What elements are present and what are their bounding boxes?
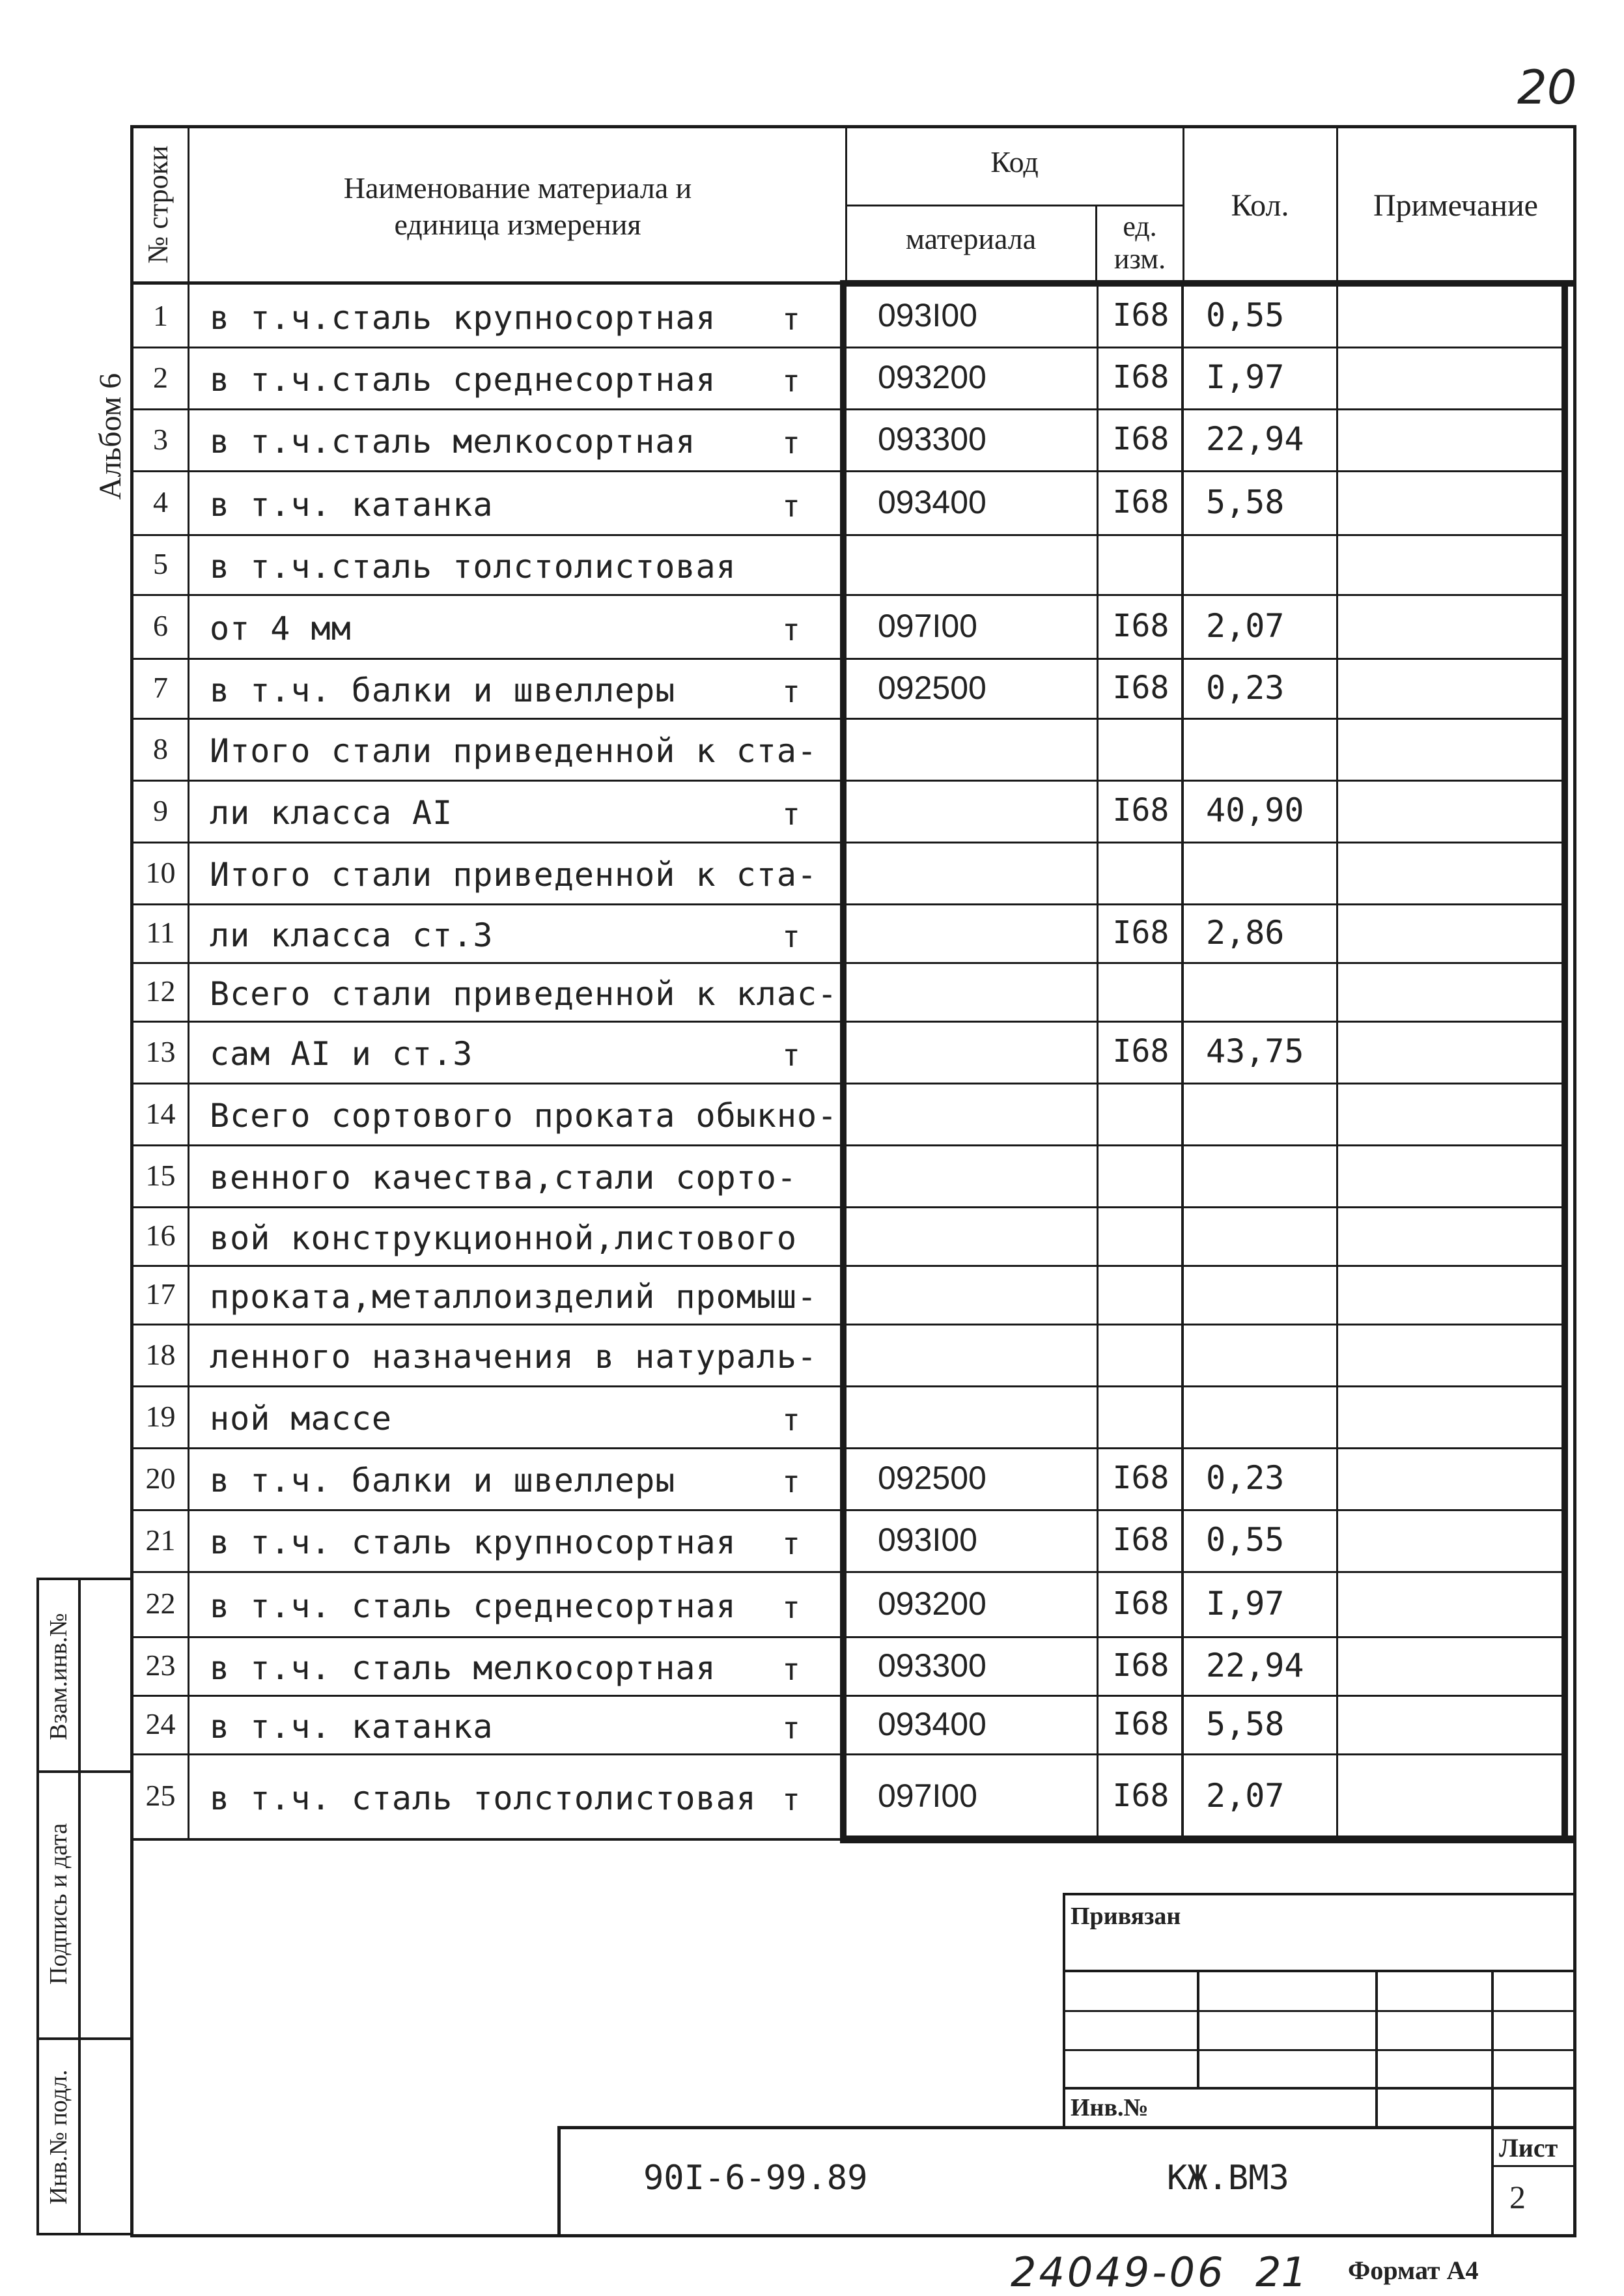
row-quantity: 2,07: [1206, 607, 1285, 645]
row-material-name: Итого стали приведенной к ста-: [210, 732, 818, 770]
row-number: 17: [145, 1277, 176, 1311]
row-material-name: в т.ч. катанка: [210, 486, 494, 524]
table-row: [0, 962, 1624, 1021]
row-number: 13: [145, 1035, 176, 1068]
row-quantity: 22,94: [1206, 420, 1304, 458]
album-label: Альбом 6: [93, 373, 128, 500]
stamp-inv-no: Инв.№: [1071, 2094, 1149, 2121]
row-material-name: ной массе: [210, 1400, 392, 1438]
table-row: [0, 1083, 1624, 1144]
row-unit-code: [1100, 1265, 1181, 1324]
footer-hand-number: 21: [1255, 2248, 1307, 2296]
row-unit-letter: т: [782, 302, 800, 337]
table-row: [0, 470, 1624, 534]
stamp-sheet-number: 2: [1509, 2179, 1526, 2215]
row-unit-code: [1100, 1083, 1181, 1144]
stamp-privyazan: Привязан: [1071, 1903, 1181, 1930]
header-note: Примечание: [1373, 188, 1538, 223]
row-unit-letter: т: [782, 1782, 800, 1817]
row-number: 5: [153, 547, 168, 580]
row-unit-code: [1100, 1324, 1181, 1385]
table-row: [0, 842, 1624, 903]
table-row: [0, 1695, 1624, 1753]
row-unit-code: [1100, 1144, 1181, 1206]
side-vzam-inv: Взам.инв.№: [45, 1613, 72, 1740]
table-row: [0, 1447, 1624, 1509]
row-unit-code: [1100, 534, 1181, 594]
row-unit-letter: т: [782, 1402, 800, 1438]
table-row: [0, 285, 1624, 347]
row-unit-letter: т: [782, 1464, 800, 1499]
table-row: [0, 903, 1624, 962]
header-unit-line2: изм.: [1113, 243, 1166, 275]
row-material-name: Всего стали приведенной к клас-: [210, 975, 838, 1013]
row-number: 3: [153, 423, 168, 456]
row-material-code: 092500: [878, 670, 987, 706]
row-material-code: 093200: [878, 359, 987, 395]
row-unit-letter: т: [782, 425, 800, 461]
row-material-code: 093200: [878, 1585, 987, 1622]
row-number: 6: [153, 609, 168, 642]
header-quantity: Кол.: [1231, 188, 1289, 223]
side-inv-podl: Инв.№ подл.: [45, 2069, 72, 2205]
row-number: 23: [145, 1649, 176, 1682]
row-number: 8: [153, 732, 168, 765]
row-material-code: 093I00: [878, 1522, 977, 1558]
header-code: Код: [990, 145, 1039, 178]
row-unit-code: I68: [1112, 670, 1169, 706]
row-material-code: 097I00: [878, 1778, 977, 1814]
row-quantity: 0,55: [1206, 1521, 1285, 1559]
row-material-name: сам АI и ст.3: [210, 1035, 473, 1073]
row-material-name: венного качества,стали сорто-: [210, 1159, 797, 1197]
row-material-name: ли класса АI: [210, 794, 453, 832]
table-row: [0, 718, 1624, 780]
row-material-name: в т.ч. сталь мелкосортная: [210, 1649, 716, 1687]
row-material-name: Итого стали приведенной к ста-: [210, 856, 818, 894]
table-row: [0, 1509, 1624, 1571]
header-name-line1: Наименование материала и: [343, 171, 692, 205]
row-unit-code: [1100, 962, 1181, 1021]
row-number: 12: [145, 974, 176, 1008]
row-quantity: 43,75: [1206, 1032, 1304, 1070]
row-number: 1: [153, 299, 168, 332]
row-unit-code: [1100, 718, 1181, 780]
table-row: [0, 1265, 1624, 1324]
side-podpis-data: Подпись и дата: [45, 1822, 72, 1985]
row-unit-letter: т: [782, 363, 800, 399]
row-material-code: 093I00: [878, 297, 977, 333]
row-quantity: 0,23: [1206, 1459, 1285, 1497]
row-material-name: в т.ч. балки и швеллеры: [210, 1462, 676, 1499]
row-unit-letter: т: [782, 919, 800, 954]
row-unit-code: I68: [1112, 484, 1169, 520]
row-quantity: I,97: [1206, 1585, 1285, 1623]
table-row: [0, 1753, 1624, 1838]
table-row: [0, 347, 1624, 408]
row-quantity: 5,58: [1206, 1705, 1285, 1743]
row-unit-letter: т: [782, 489, 800, 524]
row-number: 10: [145, 856, 176, 889]
row-material-name: в т.ч. сталь среднесортная: [210, 1587, 736, 1625]
stamp-designation: 90I-6-99.89: [643, 2159, 868, 2198]
row-material-code: 093400: [878, 1706, 987, 1742]
row-quantity: 2,86: [1206, 914, 1285, 952]
table-row: [0, 658, 1624, 718]
row-material-name: в т.ч.сталь среднесортная: [210, 361, 716, 399]
row-unit-letter: т: [782, 1526, 800, 1561]
header-name-line2: единица измерения: [394, 208, 641, 241]
row-unit-code: I68: [1112, 914, 1169, 951]
table-row: [0, 1385, 1624, 1447]
row-unit-letter: [775, 538, 807, 598]
row-material-name: проката,металлоизделий промыш-: [210, 1278, 818, 1316]
row-unit-letter: т: [782, 797, 800, 832]
row-unit-letter: [775, 845, 807, 907]
row-number: 20: [145, 1462, 176, 1495]
row-unit-letter: т: [782, 1590, 800, 1625]
table-row: [0, 408, 1624, 470]
row-quantity: 40,90: [1206, 791, 1304, 829]
stamp-sheet-label: Лист: [1499, 2133, 1558, 2162]
table-row: [0, 1324, 1624, 1385]
row-unit-letter: т: [782, 1038, 800, 1073]
table-row: [0, 1206, 1624, 1265]
row-material-code: 093300: [878, 421, 987, 457]
row-material-name: от 4 мм: [210, 610, 352, 647]
row-unit-letter: [775, 1148, 807, 1210]
row-unit-code: I68: [1112, 1778, 1169, 1814]
row-quantity: 22,94: [1206, 1647, 1304, 1684]
row-unit-letter: [775, 1327, 807, 1389]
footer-format: Формат А4: [1348, 2256, 1479, 2285]
row-material-code: 092500: [878, 1460, 987, 1496]
row-unit-code: I68: [1112, 359, 1169, 395]
row-material-name: Всего сортового проката обыкно-: [210, 1097, 838, 1135]
table-row: [0, 1144, 1624, 1206]
row-material-name: в т.ч.сталь крупносортная: [210, 299, 716, 337]
row-unit-code: I68: [1112, 1522, 1169, 1558]
row-unit-letter: т: [782, 612, 800, 647]
row-unit-letter: [775, 1210, 807, 1269]
row-number: 24: [145, 1707, 176, 1740]
row-unit-code: I68: [1112, 1033, 1169, 1070]
row-number: 16: [145, 1219, 176, 1252]
row-quantity: I,97: [1206, 358, 1285, 396]
row-unit-letter: т: [782, 1652, 800, 1687]
row-unit-letter: [775, 1086, 807, 1148]
footer-handwritten-number: 24049-06: [1011, 2248, 1226, 2296]
row-unit-code: I68: [1112, 1585, 1169, 1622]
row-unit-code: I68: [1112, 1706, 1169, 1742]
table-row: [0, 534, 1624, 594]
row-number: 9: [153, 794, 168, 827]
table-row: [0, 1636, 1624, 1695]
row-number: 15: [145, 1159, 176, 1192]
row-quantity: 5,58: [1206, 483, 1285, 521]
stamp-doc-code: КЖ.ВМ3: [1167, 2159, 1289, 2198]
row-unit-code: [1100, 1206, 1181, 1265]
row-unit-letter: [775, 722, 807, 784]
row-unit-letter: т: [782, 674, 800, 709]
table-row: [0, 1571, 1624, 1636]
row-quantity: 2,07: [1206, 1777, 1285, 1815]
row-number: 22: [145, 1587, 176, 1620]
header-unit-line1: ед.: [1123, 210, 1157, 242]
table-row: [0, 594, 1624, 658]
row-number: 19: [145, 1400, 176, 1433]
header-row-number: № строки: [142, 145, 174, 264]
row-unit-code: I68: [1112, 1460, 1169, 1496]
row-material-name: ленного назначения в натураль-: [210, 1338, 818, 1376]
row-material-name: в т.ч.сталь толстолистовая: [210, 548, 736, 586]
row-number: 2: [153, 361, 168, 394]
page-number: 20: [1517, 60, 1577, 115]
table-row: [0, 1021, 1624, 1083]
row-quantity: 0,55: [1206, 296, 1285, 334]
row-number: 4: [153, 485, 168, 518]
row-material-code: 097I00: [878, 608, 977, 644]
row-unit-letter: [775, 966, 807, 1025]
row-quantity: 0,23: [1206, 669, 1285, 707]
row-unit-letter: [775, 1269, 807, 1327]
row-unit-code: I68: [1112, 792, 1169, 829]
row-material-name: вой конструкционной,листового: [210, 1219, 797, 1257]
row-material-code: 093300: [878, 1647, 987, 1684]
row-unit-code: I68: [1112, 297, 1169, 333]
row-number: 21: [145, 1524, 176, 1557]
row-number: 18: [145, 1338, 176, 1371]
row-unit-code: I68: [1112, 421, 1169, 457]
header-material: материала: [905, 222, 1037, 255]
row-material-name: в т.ч. катанка: [210, 1708, 494, 1746]
row-unit-code: I68: [1112, 608, 1169, 644]
row-material-name: в т.ч. сталь толстолистовая: [210, 1779, 757, 1817]
row-unit-letter: т: [782, 1710, 800, 1746]
row-unit-code: [1100, 1385, 1181, 1447]
row-number: 14: [145, 1097, 176, 1130]
row-unit-code: [1100, 842, 1181, 903]
row-number: 11: [146, 916, 175, 949]
row-material-name: в т.ч.сталь мелкосортная: [210, 423, 696, 461]
row-material-code: 093400: [878, 484, 987, 520]
row-material-name: ли класса ст.3: [210, 916, 494, 954]
table-row: [0, 780, 1624, 842]
row-material-name: в т.ч. балки и швеллеры: [210, 672, 676, 709]
row-number: 7: [153, 671, 168, 704]
row-number: 25: [145, 1779, 176, 1812]
row-material-name: в т.ч. сталь крупносортная: [210, 1524, 736, 1561]
row-unit-code: I68: [1112, 1647, 1169, 1684]
